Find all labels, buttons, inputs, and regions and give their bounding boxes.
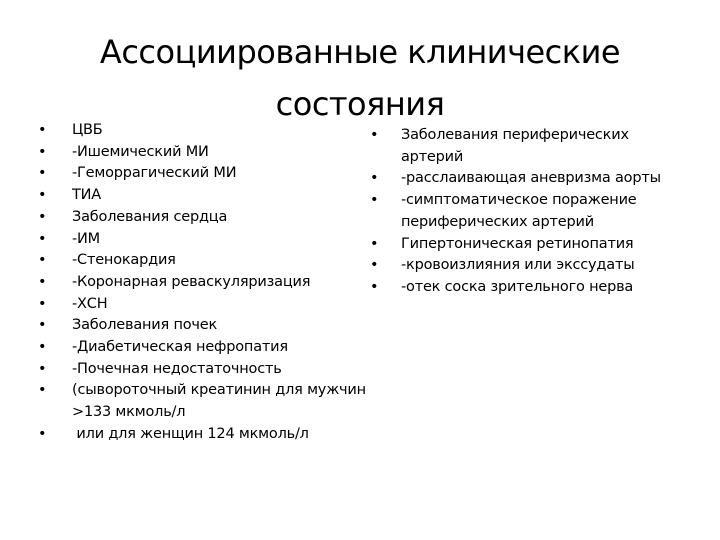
bullet-icon: • — [38, 317, 47, 334]
left-bullet-list — [38, 120, 368, 446]
list-item-text: -отек соска зрительного нерва — [401, 278, 634, 295]
list-item — [38, 185, 368, 207]
bullet-icon: • — [38, 252, 47, 269]
bullet-icon: • — [38, 208, 47, 225]
bullet-icon: • — [38, 143, 47, 160]
list-item-text: (сывороточный креатинин для мужчин >133 мкмоль/л — [72, 382, 366, 421]
list-item — [38, 359, 368, 381]
list-item — [370, 190, 690, 233]
list-item — [38, 142, 368, 164]
bullet-icon: • — [370, 127, 379, 143]
list-item-text: Заболевания периферических артерий — [401, 127, 629, 165]
bullet-icon: • — [38, 339, 47, 356]
list-item-text: -Диабетическая нефропатия — [72, 339, 288, 356]
list-item — [38, 315, 368, 337]
slide-title: Ассоциированные клинические состояния — [99, 33, 621, 123]
bullet-icon: • — [38, 230, 47, 247]
bullet-icon: • — [370, 192, 379, 209]
list-item-text: -Ишемический МИ — [72, 143, 209, 160]
list-item — [370, 255, 690, 277]
bullet-icon: • — [370, 257, 379, 274]
list-item-text: Заболевания почек — [72, 317, 218, 334]
list-item — [38, 250, 368, 272]
list-item-text: -Стенокардия — [72, 252, 176, 269]
list-item — [38, 120, 368, 142]
bullet-icon: • — [370, 235, 379, 252]
bullet-icon: • — [38, 122, 47, 138]
list-item — [38, 272, 368, 294]
list-item — [38, 163, 368, 185]
list-item-text: -Геморрагический МИ — [72, 165, 237, 182]
list-item-text: -симптоматическое поражение периферических артерий — [401, 192, 637, 230]
bullet-icon: • — [38, 295, 47, 312]
bullet-icon: • — [370, 170, 379, 187]
list-item-text: -ИМ — [72, 230, 100, 247]
list-item — [38, 294, 368, 316]
list-item-text: -Коронарная реваскуляризация — [72, 273, 311, 290]
list-item-text: -ХСН — [72, 295, 108, 312]
list-item-text: или для женщин 124 мкмоль/л — [72, 425, 309, 442]
bullet-icon: • — [370, 278, 379, 295]
list-item — [38, 337, 368, 359]
bullet-icon: • — [38, 165, 47, 182]
list-item — [370, 234, 690, 256]
bullet-icon: • — [38, 425, 47, 442]
list-item-text: ТИА — [72, 187, 102, 204]
list-item — [38, 424, 368, 446]
bullet-icon: • — [38, 187, 47, 204]
list-item-text: Гипертоническая ретинопатия — [401, 235, 634, 252]
list-item-text: -Почечная недостаточность — [72, 360, 282, 377]
list-item — [370, 277, 690, 299]
list-item — [370, 125, 690, 168]
list-item-text: -кровоизлияния или экссудаты — [401, 257, 635, 274]
bullet-icon: • — [38, 273, 47, 290]
right-bullet-list — [370, 125, 690, 299]
list-item-text: -расслаивающая аневризма аорты — [401, 170, 661, 187]
bullet-icon: • — [38, 360, 47, 377]
bullet-icon: • — [38, 382, 47, 399]
list-item — [370, 168, 690, 190]
list-item-text: ЦВБ — [72, 122, 103, 138]
list-item — [38, 380, 368, 423]
list-item — [38, 229, 368, 251]
list-item — [38, 207, 368, 229]
list-item-text: Заболевания сердца — [72, 208, 228, 225]
